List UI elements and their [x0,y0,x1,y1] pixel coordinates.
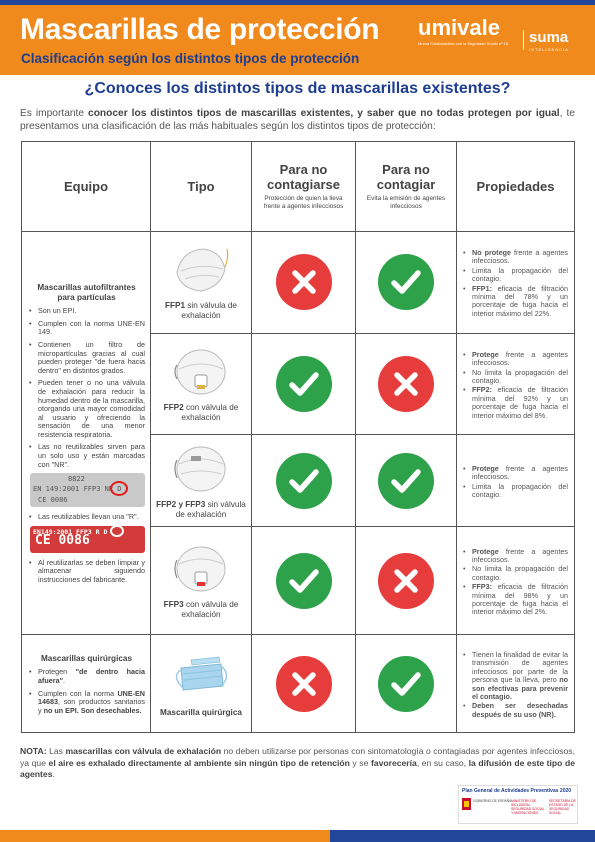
tipo-ffp3-valvula [151,527,252,635]
suma-logo: suma [529,29,569,46]
stamp-line: EN 149:2001 FFP3 NR D [33,485,122,494]
tipo-label: Mascarilla quirúrgica [160,707,242,717]
r-marking-photo [30,526,145,553]
list-item: • Limita la propagación del contagio. [461,267,568,284]
header-row [22,142,575,232]
propiedades-ffp2 [457,333,575,435]
equipo-title: Mascarillas quirúrgicas [40,653,132,663]
r-highlight-ring [110,526,124,537]
stamp-ce: CE 0086 [38,496,68,505]
list-item: • FFP1: eficacia de filtración mínima del 78% y un porcentaje de fuga hacia el interior máximo del 22%. [461,285,568,319]
surgical-mask-image [161,650,241,704]
list-item: • Las reutilizables llevan una "R". [28,513,145,522]
contagiarse-cell [252,527,356,635]
list-item: • No limita la propagación del contagio. [461,565,568,582]
tipo-label: FFP3 con válvula de exhalación [163,599,239,619]
tipo-label: FFP1 sin válvula de exhalación [165,301,237,321]
protection-icon [276,453,332,509]
plan-title: Plan General de Actividades Preventivas 2020 [462,788,572,794]
list-item: • Pueden tener o no una válvula de exhalación para reducir la humedad dentro de la mascarilla, otorgando una mayor comodidad al usuario y ofreciendo la sensación de una menor resistencia respiratoria. [28,379,145,439]
nr-highlight-ring [110,481,128,496]
list-item: • Protege frente a agentes infecciosos. [461,351,568,368]
list-item: • FFP2: eficacia de filtración mínima del 92% y un porcentaje de fuga hacia el interior máximo del 8%. [461,386,568,420]
logo-divider [523,30,524,50]
check-icon [288,467,320,495]
cross-icon [392,370,420,398]
check-icon [288,567,320,595]
cross-icon [290,268,318,296]
header-tipo: Tipo [151,142,252,232]
intro-text: Es importante [20,108,89,119]
cross-icon [290,670,318,698]
header-contagiar: Para no contagiar Evita la emisión de agentes infecciosos [356,142,457,232]
header [0,5,595,75]
equipo-autofiltrantes [22,231,151,634]
check-icon [288,370,320,398]
contagiar-cell [356,231,457,333]
protection-icon [378,254,434,310]
equipo-list-reutilizables [28,513,145,522]
contagiar-cell [356,527,457,635]
list-item: • FFP3: eficacia de filtración mínima del 98% y un porcentaje de fuga hacia el interior máximo del 2%. [461,583,568,617]
gov-label: GOBIERNO DE ESPAÑA [473,799,512,803]
no-protection-icon [378,553,434,609]
protection-icon [378,656,434,712]
list-item: • Protege frente a agentes infecciosos. [461,548,568,565]
table-row [22,231,575,333]
equipo-title: Mascarillas autofiltrantes para partículas [37,283,136,302]
note-paragraph: NOTA: Las mascarillas con válvula de exhalación no deben utilizarse por personas con sintomatología o contagiadas por agentes infecciosos, ya que el aire es exhalado directamente al ambiente sin ningún tipo de retención y se favorecería, en su caso, la difusión de este tipo de agentes. [20,746,576,779]
propiedades-quirurgica [457,635,575,733]
classification-table [21,141,575,733]
list-item: • No limita la propagación del contagio. [461,369,568,386]
check-icon [390,670,422,698]
intro-text-end: , te presentamos una clasificación de las más habituales según los distintos tipos de protección: [20,108,575,132]
ffp2-valve-mask-image [171,345,231,399]
cross-icon [392,567,420,595]
list-item: • Tienen la finalidad de evitar la transmisión de agentes infecciosos por parte de la persona que la lleva, pero no son efectivas para prevenir el contagio. [461,651,568,701]
protection-icon [378,453,434,509]
check-icon [390,467,422,495]
plan-logo-block [458,785,578,824]
contagiarse-cell [252,333,356,435]
ministry-label: MINISTERIO DE INCLUSIÓN, SEGURIDAD SOCIAL Y MIGRACIONES [511,799,545,815]
list-item: • Al reutilizarlas se deben limpiar y almacenar siguiendo instrucciones del fabricante. [28,559,145,585]
list-item: • Contienen un filtro de micropartículas gracias al cual pueden proteger "de fuera hacia dentro" en distintos grados. [28,341,145,375]
intro-bold: conocer los distintos tipos de mascarillas existentes, y saber que no todas protegen por igual [88,108,560,119]
list-item: • Son un EPI. [28,307,145,316]
header-propiedades: Propiedades [457,142,575,232]
tipo-quirurgica [151,635,252,733]
intro-paragraph [20,107,575,133]
list-item: • Deben ser desechadas después de su uso (NR). [461,702,568,719]
tipo-ffp2-valvula [151,333,252,435]
nr-marking-photo [30,473,145,507]
question-heading: ¿Conoces los distintos tipos de mascarillas existentes? [84,80,511,97]
stamp-number: 8822 [68,475,85,484]
umivale-logo-tagline: Mutua Colaboradora con la Seguridad Social nº 15 [418,41,508,46]
equipo-list-last [28,559,145,585]
contagiar-cell [356,333,457,435]
protection-icon [276,356,332,412]
list-item: • Protegen "de dentro hacia afuera". [28,668,145,685]
propiedades-ffp2-ffp3 [457,435,575,527]
contagiar-cell [356,435,457,527]
contagiarse-cell [252,635,356,733]
list-item: • Protege frente a agentes infecciosos. [461,465,568,482]
ffp1-mask-image [171,243,231,297]
propiedades-ffp1 [457,231,575,333]
page-subtitle: Clasificación según los distintos tipos de protección [21,51,360,66]
stamp-ce: CE 0086 [35,532,90,548]
list-item: • Cumplen con la norma UNE-EN 14683, son productos sanitarios y no un EPI. Son desechables. [28,690,145,716]
no-protection-icon [276,254,332,310]
suma-logo-tagline: INTELIGENCIA [529,47,569,52]
page-title: Mascarillas de protección [20,13,380,46]
ffp3-mask-image [171,442,231,496]
tipo-ffp1 [151,231,252,333]
no-protection-icon [378,356,434,412]
equipo-list [28,307,145,469]
stamp-line: EN149:2001 FFP3 R D [33,527,108,536]
contagiar-cell [356,635,457,733]
tipo-label: FFP2 y FFP3 sin válvula de exhalación [156,499,246,519]
no-protection-icon [276,656,332,712]
umivale-logo: umivale [418,15,500,40]
contagiarse-cell [252,435,356,527]
spain-flag-yellow [464,801,469,807]
tipo-ffp2-ffp3 [151,435,252,527]
tipo-label: FFP2 con válvula de exhalación [163,402,239,422]
header-equipo: Equipo [22,142,151,232]
table-row [22,635,575,733]
ffp3-valve-mask-image [171,542,231,596]
list-item: • Las no reutilizables sirven para un solo uso y están marcadas con "NR". [28,443,145,469]
header-contagiarse: Para no contagiarse Protección de quien la lleva frente a agentes infecciosos [252,142,356,232]
list-item: • No protege frente a agentes infecciosos. [461,249,568,266]
list-item: • Limita la propagación del contagio. [461,483,568,500]
contagiarse-cell [252,231,356,333]
list-item: • Cumplen con la norma UNE-EN 149. [28,320,145,337]
protection-icon [276,553,332,609]
propiedades-ffp3 [457,527,575,635]
check-icon [390,268,422,296]
equipo-quirurgicas [22,635,151,733]
bottom-bar-accent [0,830,330,842]
secretary-label: SECRETARÍA DE ESTADO DE LA SEGURIDAD SOCIAL [549,799,576,815]
